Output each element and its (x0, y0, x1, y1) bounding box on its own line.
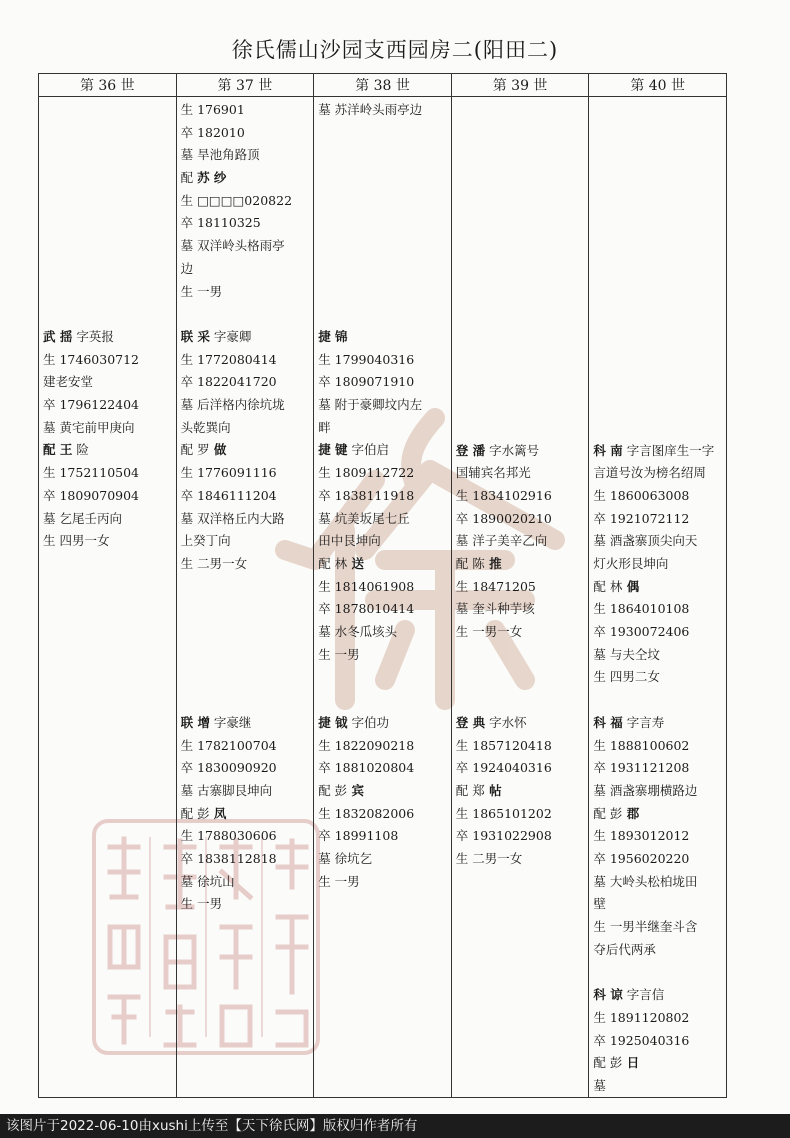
entry-line: 生 1809112722 (318, 465, 415, 481)
entry-line: 墓 奎斗种芋垓 (455, 601, 535, 617)
entry-line: 配 彭 宾 (318, 782, 365, 798)
entry-line: 联 增 字豪继 (180, 714, 252, 730)
entry-line: 生 二男一女 (455, 851, 523, 867)
entry-line: 墓 酒盏寨顶尖向天 (593, 533, 698, 549)
entry-line: 墓 水冬瓜垓头 (318, 623, 398, 639)
generation-column (314, 97, 452, 1098)
person-entry (318, 326, 448, 666)
entry-line: 墓 旱池角路顶 (180, 147, 260, 163)
entry-line: 武 揺 字英报 (43, 329, 114, 344)
genealogy-table (38, 73, 727, 1098)
entry-line: 生 1857120418 (455, 737, 552, 753)
entry-line: 生 1893012012 (593, 828, 690, 844)
person-entry (318, 99, 448, 122)
entry-line: 墓 徐坑乞 (318, 851, 373, 867)
entry-line: 卒 1796122404 (43, 397, 140, 413)
entry-line: 生 1799040316 (318, 351, 415, 367)
entry-line: 墓 苏洋岭头雨亭边 (318, 102, 423, 117)
generation-header: 第 37 世 (176, 74, 314, 97)
person-entry (456, 712, 586, 871)
entry-line: 生 一男 (180, 896, 223, 912)
person-entry (181, 99, 311, 303)
entry-line: 生 一男 (318, 646, 360, 662)
entry-line: 捷 键 字伯启 (318, 442, 390, 458)
entry-line: 卒 1931121208 (593, 760, 690, 776)
entry-line: 生 1891120802 (593, 1009, 690, 1025)
entry-line: 卒 1809070904 (43, 487, 140, 503)
entry-line: 生 1832082006 (318, 805, 415, 821)
entry-line: 墓 双洋格丘内大路 (180, 510, 285, 526)
entry-line: 卒 1881020804 (318, 760, 415, 776)
entry-line: 生 1752110504 (43, 465, 140, 481)
entry-line: 卒 18991108 (318, 828, 399, 844)
entry-line: 卒 1838112818 (180, 851, 277, 867)
entry-line: 科 谅 字言信 (593, 987, 665, 1003)
entry-line: 生 □□□□020822 (180, 192, 293, 208)
entry-line: 配 彭 郡 (593, 805, 640, 821)
entry-line: 卒 1930072406 (593, 624, 690, 639)
entry-line: 生 1822090218 (318, 737, 415, 753)
generation-header: 第 38 世 (314, 74, 452, 97)
entry-line: 生 1814061908 (318, 578, 415, 594)
entry-line: 墓 后洋格内徐坑垅 (180, 397, 285, 413)
entry-line: 边 (180, 260, 194, 276)
genealogy-body-row (39, 97, 727, 1098)
entry-line: 灯火形艮坤向 (593, 555, 669, 571)
entry-line: 配 陈 推 (455, 555, 502, 571)
entry-line: 卒 1830090920 (180, 760, 277, 776)
entry-line: 墓 古寨脚艮坤向 (180, 782, 273, 798)
entry-line: 国辅宾名邦光 (455, 465, 531, 481)
entry-line: 生 1782100704 (180, 737, 277, 753)
entry-line: 墓 与夫仝坟 (593, 646, 660, 662)
entry-line: 畔 (318, 419, 331, 435)
entry-line: 捷 锦 (318, 329, 348, 344)
entry-line: 配 罗 做 (180, 442, 227, 458)
entry-line: 生 1788030606 (180, 828, 277, 844)
entry-line: 卒 18110325 (180, 215, 261, 231)
entry-line: 墓 双洋岭头格雨亭 (180, 238, 285, 254)
entry-line: 卒 1956020220 (593, 851, 690, 867)
copyright-footer: 该图片于2022-06-10由xushi上传至【天下徐氏网】版权归作者所有 (0, 1114, 790, 1138)
generation-header-row (39, 74, 727, 97)
entry-line: 卒 1890020210 (455, 510, 552, 526)
entry-line: 墓 坑美坂尾七丘 (318, 510, 410, 526)
entry-line: 田中艮坤向 (318, 533, 381, 549)
entry-line: 卒 1931022908 (455, 828, 552, 844)
entry-line: 卒 1924040316 (455, 760, 552, 776)
generation-header: 第 40 世 (589, 74, 727, 97)
generation-column (451, 97, 589, 1098)
entry-line: 生 1834102916 (455, 487, 552, 503)
entry-line: 生 四男二女 (593, 669, 660, 685)
entry-line: 登 潘 字水篱号 (455, 442, 540, 458)
entry-line: 配 林 送 (318, 555, 365, 571)
generation-column (39, 97, 177, 1098)
entry-line: 墓 徐坑山 (180, 873, 235, 889)
person-entry (456, 440, 586, 644)
entry-line: 生 一男半继奎斗含 (593, 919, 698, 935)
entry-line: 配 林 偶 (593, 578, 640, 594)
entry-line: 墓 酒盏寨堋横路边 (593, 782, 698, 798)
person-entry (593, 440, 723, 690)
entry-line: 生 1864010108 (593, 601, 690, 617)
entry-line: 生 一男 (180, 283, 223, 299)
person-entry (181, 326, 311, 576)
entry-line: 生 一男 (318, 873, 360, 889)
entry-line: 卒 1925040316 (593, 1032, 690, 1048)
entry-line: 建老安堂 (43, 374, 94, 390)
entry-line: 生 二男一女 (180, 555, 248, 571)
entry-line: 卒 1878010414 (318, 601, 415, 617)
entry-line: 墓 大岭头松柏垅田 (593, 873, 698, 889)
person-entry (43, 326, 173, 553)
person-entry (181, 712, 311, 916)
person-entry (593, 984, 723, 1097)
entry-line: 墓 洋子美辛乙向 (455, 533, 548, 549)
entry-line: 生 一男一女 (455, 624, 523, 639)
entry-line: 生 176901 (180, 102, 245, 117)
entry-line: 壁 (593, 896, 606, 912)
entry-line: 墓 (593, 1078, 606, 1094)
person-entry (593, 712, 723, 962)
entry-line: 卒 1822041720 (180, 374, 277, 390)
entry-line: 卒 1838111918 (318, 487, 415, 503)
entry-line: 墓 乞尾壬丙向 (43, 510, 122, 526)
generation-header: 第 36 世 (39, 74, 177, 97)
entry-line: 墓 附于豪卿坟内左 (318, 397, 423, 413)
entry-line: 言道号汝为榜名绍周 (593, 465, 706, 481)
entry-line: 卒 1846111204 (180, 487, 277, 503)
entry-line: 捷 钺 字伯功 (318, 714, 390, 730)
entry-line: 生 1772080414 (180, 351, 277, 367)
entry-line: 上癸丁向 (180, 533, 231, 549)
entry-line: 生 18471205 (455, 578, 536, 594)
entry-line: 配 苏 纱 (180, 170, 227, 186)
entry-line: 卒 182010 (180, 124, 245, 140)
entry-line: 配 王 险 (43, 442, 89, 458)
entry-line: 配 彭 凤 (180, 805, 227, 821)
generation-column (589, 97, 727, 1098)
entry-line: 生 1776091116 (180, 465, 277, 481)
entry-line: 头乾巽向 (180, 419, 231, 435)
entry-line: 生 四男一女 (43, 533, 110, 549)
entry-line: 卒 1809071910 (318, 374, 415, 390)
generation-column (176, 97, 314, 1098)
entry-line: 登 典 字水怀 (455, 714, 527, 730)
entry-line: 生 1746030712 (43, 351, 140, 367)
entry-line: 生 1888100602 (593, 737, 690, 753)
entry-line: 夺后代两承 (593, 941, 656, 957)
entry-line: 生 1860063008 (593, 487, 690, 503)
entry-line: 墓 黄宅前甲庚向 (43, 419, 135, 435)
entry-line: 配 彭 日 (593, 1055, 640, 1071)
entry-line: 生 1865101202 (455, 805, 552, 821)
entry-line: 科 南 字言图庠生一字 (593, 442, 715, 458)
person-entry (318, 712, 448, 894)
entry-line: 联 采 字豪卿 (180, 329, 252, 344)
entry-line: 科 福 字言寿 (593, 714, 665, 730)
entry-line: 配 郑 帖 (455, 782, 502, 798)
entry-line: 卒 1921072112 (593, 510, 690, 526)
page-title: 徐氏儒山沙园支西园房二(阳田二) (231, 38, 559, 62)
generation-header: 第 39 世 (451, 74, 589, 97)
